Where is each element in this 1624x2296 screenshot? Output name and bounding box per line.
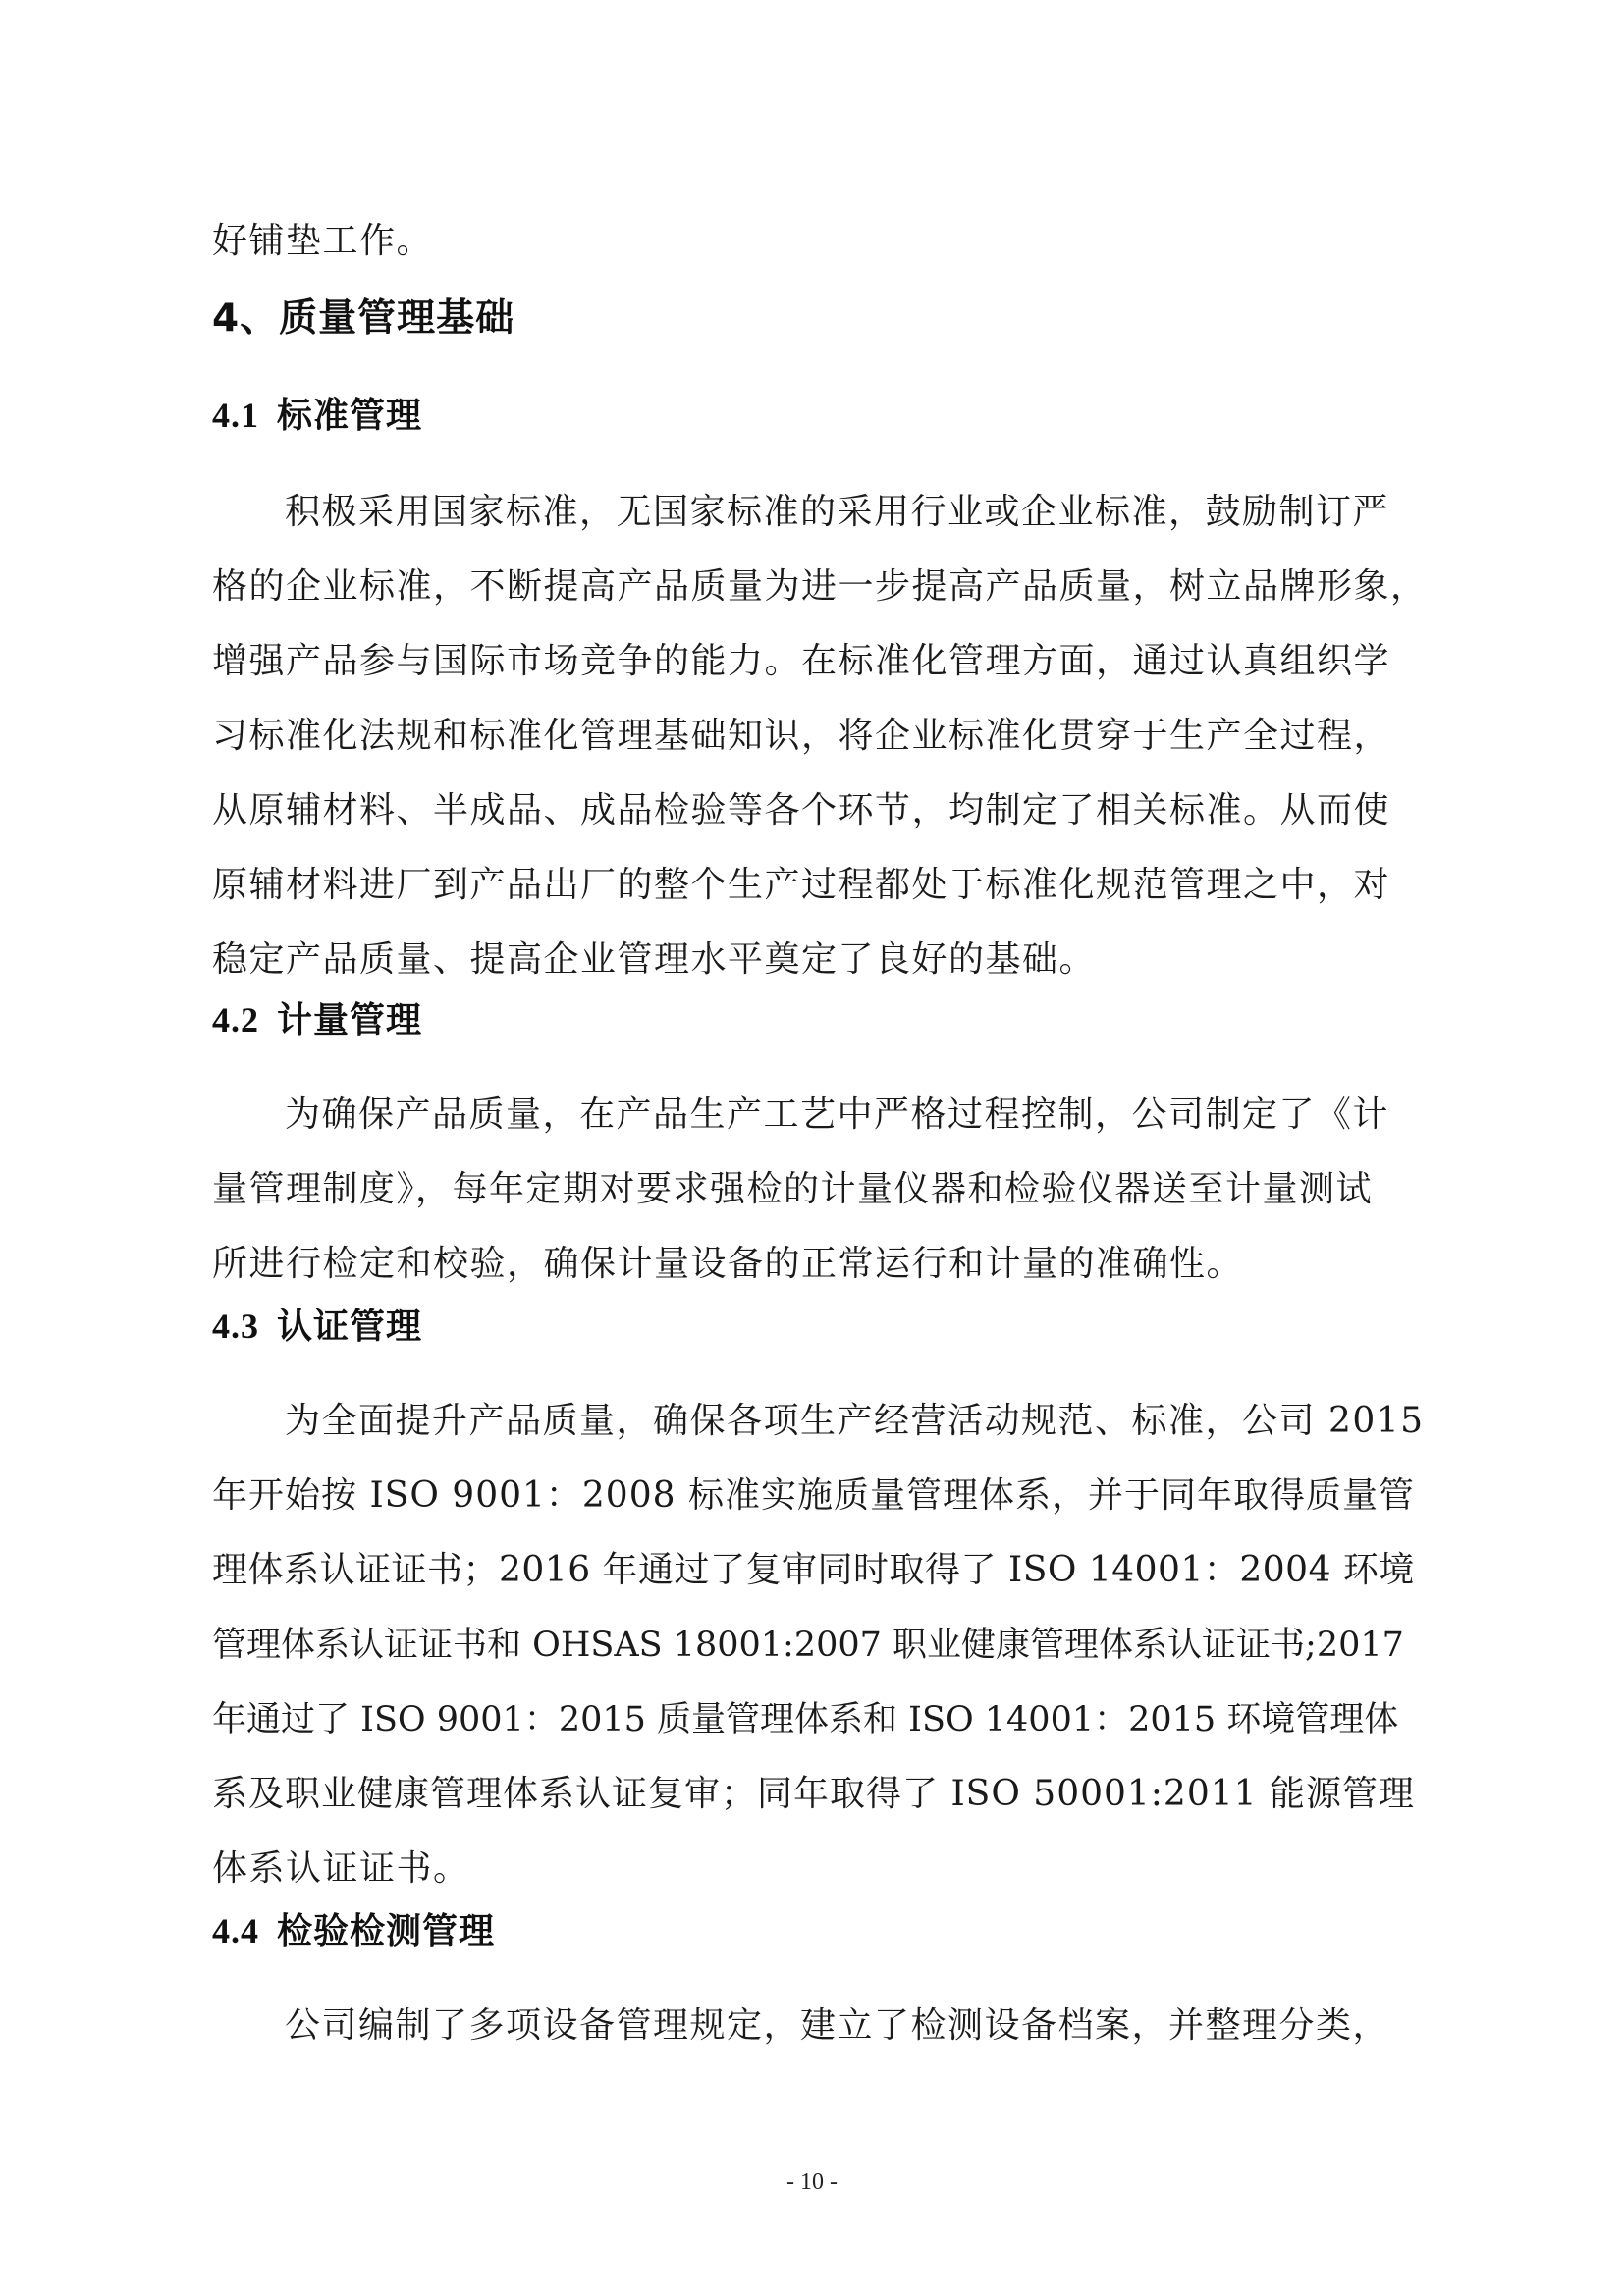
subsection-heading-4-3 xyxy=(212,1302,422,1352)
paragraph-line: 量管理制度》，每年定期对要求强检的计量仪器和检验仪器送至计量测试 xyxy=(212,1169,1374,1209)
paragraph-line: 所进行检定和校验，确保计量设备的正常运行和计量的准确性。 xyxy=(212,1244,1244,1284)
paragraph-line: 积极采用国家标准，无国家标准的采用行业或企业标准，鼓励制订严 xyxy=(285,492,1390,532)
paragraph-line: 为确保产品质量，在产品生产工艺中严格过程控制，公司制定了《计 xyxy=(285,1095,1390,1135)
paragraph-line: 从原辅材料、半成品、成品检验等各个环节，均制定了相关标准。从而使 xyxy=(212,790,1391,830)
paragraph-line: 体系认证证书。 xyxy=(212,1848,470,1889)
subsection-number: 4.4 xyxy=(212,1911,259,1950)
paragraph-line: 习标准化法规和标准化管理基础知识，将企业标准化贯穿于生产全过程， xyxy=(212,716,1391,756)
paragraph-line: 好铺垫工作。 xyxy=(212,221,434,261)
subsection-title: 检验检测管理 xyxy=(277,1911,496,1951)
paragraph-line: 为全面提升产品质量，确保各项生产经营活动规范、标准，公司 2015 xyxy=(285,1401,1425,1441)
paragraph-line: 年通过了 ISO 9001：2015 质量管理体系和 ISO 14001：2015 环境管理体 xyxy=(212,1700,1399,1739)
subsection-number: 4.1 xyxy=(212,396,259,435)
subsection-title: 标准管理 xyxy=(277,396,423,436)
paragraph-line: 系及职业健康管理体系认证复审；同年取得了 ISO 50001:2011 能源管理 xyxy=(212,1774,1415,1814)
subsection-number: 4.3 xyxy=(212,1307,259,1346)
paragraph-line: 稳定产品质量、提高企业管理水平奠定了良好的基础。 xyxy=(212,939,1097,980)
paragraph-line: 理体系认证证书；2016 年通过了复审同时取得了 ISO 14001：2004 环境 xyxy=(212,1550,1415,1590)
paragraph-line: 格的企业标准，不断提高产品质量为进一步提高产品质量，树立品牌形象， xyxy=(212,566,1428,607)
subsection-number: 4.2 xyxy=(212,1000,259,1040)
paragraph-line: 管理体系认证证书和 OHSAS 18001:2007 职业健康管理体系认证证书;2017 xyxy=(212,1626,1404,1665)
subsection-title: 认证管理 xyxy=(277,1307,423,1347)
paragraph-line: 公司编制了多项设备管理规定，建立了检测设备档案，并整理分类， xyxy=(285,2005,1390,2046)
paragraph-line: 年开始按 ISO 9001：2008 标准实施质量管理体系，并于同年取得质量管 xyxy=(212,1475,1415,1516)
paragraph-line: 增强产品参与国际市场竞争的能力。在标准化管理方面，通过认真组织学 xyxy=(212,641,1391,681)
subsection-title: 计量管理 xyxy=(277,1000,423,1041)
subsection-heading-4-1 xyxy=(212,391,422,441)
page-number: - 10 - xyxy=(786,2169,838,2195)
subsection-heading-4-2 xyxy=(212,995,422,1045)
subsection-heading-4-4 xyxy=(212,1906,495,1956)
paragraph-line: 原辅材料进厂到产品出厂的整个生产过程都处于标准化规范管理之中，对 xyxy=(212,865,1391,905)
section-heading: 4、质量管理基础 xyxy=(212,296,515,341)
